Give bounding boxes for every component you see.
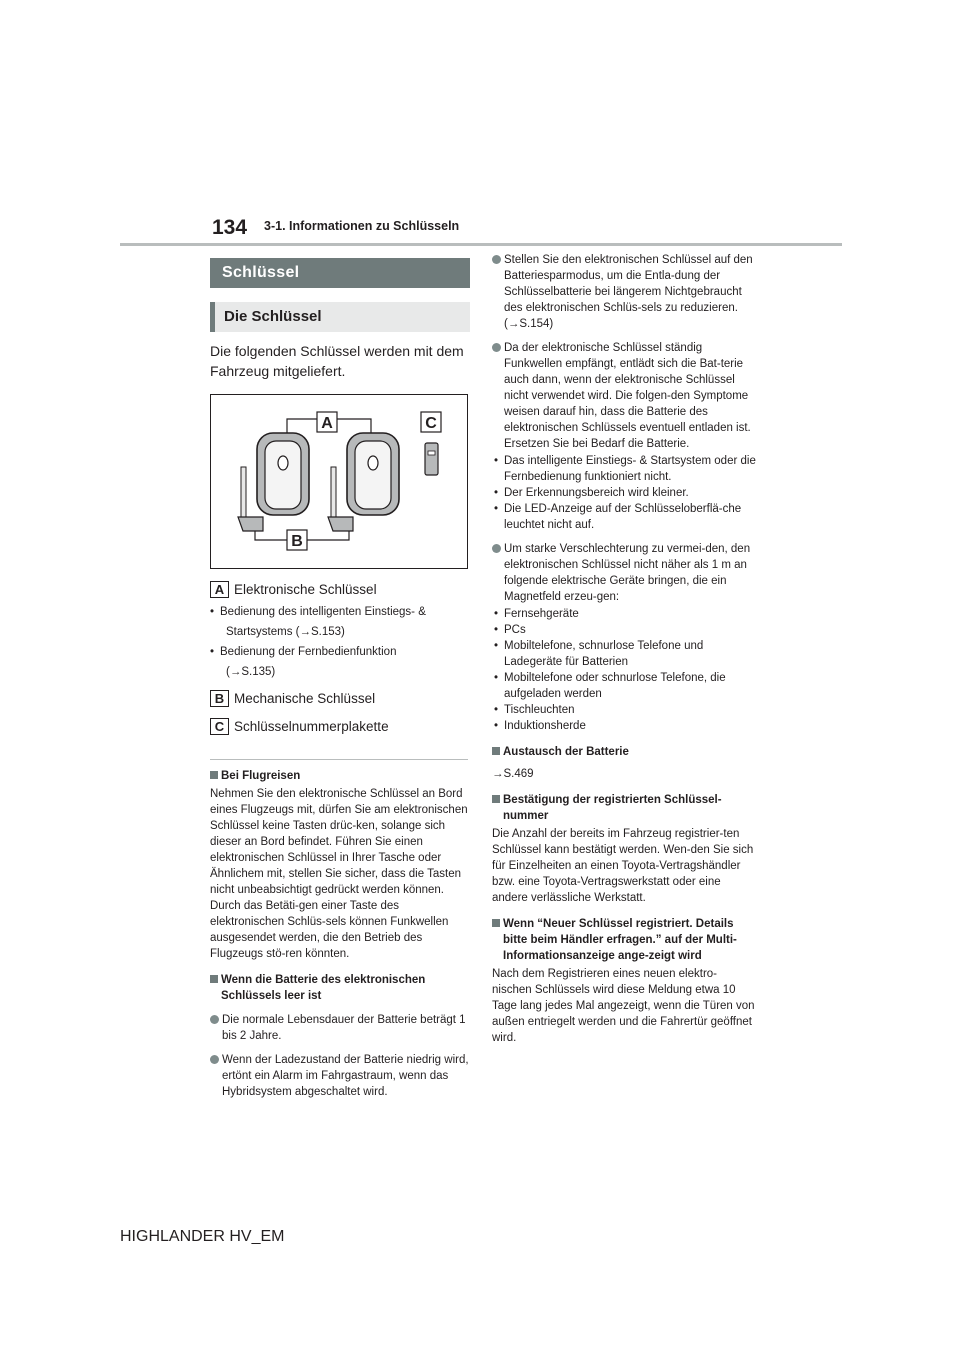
legend-label-b: Mechanische Schlüssel (234, 691, 376, 706)
legend-badge-b: B (210, 690, 229, 707)
label-a: A (321, 415, 333, 432)
label-c: C (425, 415, 437, 432)
subsection-title: Die Schlüssel (210, 302, 470, 332)
symptom-item: • Die LED-Anzeige auf der Schlüsseloberflä-che leuchtet nicht auf. (492, 501, 756, 533)
battery-save-note: Stellen Sie den elektronischen Schlüssel auf den Batteriesparmodus, um die Entla-dung der Schlüsselbatterie bei längerem Nichtgebraucht des elektronischen Schlüs-sels zu reduzieren. (→S.154) (492, 252, 756, 332)
symptom-item: • Das intelligente Einstiegs- & Startsystem oder die Fernbedienung funktioniert nicht. (492, 453, 756, 485)
legend (210, 581, 470, 735)
legend-label-a: Elektronische Schlüssel (234, 582, 377, 597)
header-rule (120, 243, 842, 246)
device-item: • Mobiltelefone oder schnurlose Telefone, die aufgeladen werden (492, 670, 756, 702)
legend-a-item: • Bedienung der Fernbedienfunktion (→S.135) (210, 642, 470, 682)
battery-discharge-note: Da der elektronische Schlüssel ständig Funkwellen empfängt, entlädt sich die Bat-terie auch dann, wenn der elektronische Schlüssel nicht verwendet wird. Die folgen-den Symptome weisen darauf hin, dass die Batterie des elektronischen Schlüssels eventuell entladen ist. Ersetzen Sie bei Bedarf die Batterie. (492, 340, 756, 452)
right-column (492, 252, 756, 1046)
note-heading-confirm: Bestätigung der registrierten Schlüssel-nummer (492, 792, 756, 824)
replace-ref: →S.469 (492, 768, 534, 780)
legend-row-a (210, 581, 470, 598)
section-header: 3-1. Informationen zu Schlüsseln (264, 219, 460, 233)
device-item: • Induktionsherde (492, 718, 756, 734)
legend-row-b (210, 690, 470, 707)
note-body-flight: Nehmen Sie den elektronische Schlüssel an Bord eines Flugzeugs mit, dürfen Sie am elektronischen Schlüssel keine Tasten drüc-ken, solange sich dieser an Bord befindet. Führen Sie einen elektronischen Schlüssel in Ihrer Tasche oder Ähnlichem mit, stellen Sie sicher, dass die Tasten nicht unbeabsichtigt gedrückt werden können. Durch das Betäti-gen einer Taste des elektronischen Schlüs-sels können Funkwellen ausgesendet werden, die den Betrieb des Flugzeugs stö-ren könnten. (210, 788, 468, 960)
legend-badge-a: A (210, 581, 229, 598)
note-body-new-key: Nach dem Registrieren eines neuen elektro-nischen Schlüssels wird diese Meldung etwa 10 Tage lang jedes Mal angezeigt, wenn die Türen von außen entriegelt werden und die Fahrertür geöffnet wird. (492, 968, 755, 1044)
footer-model: HIGHLANDER HV_EM (120, 1228, 285, 1245)
keys-figure (210, 394, 468, 569)
device-item: • Fernsehgeräte (492, 606, 756, 622)
device-item: • PCs (492, 622, 756, 638)
legend-row-c (210, 718, 470, 735)
key-number-plate (425, 443, 438, 475)
legend-a-items (210, 602, 470, 682)
legend-label-c: Schlüsselnummerplakette (234, 719, 389, 734)
note-heading-new-key: Wenn “Neuer Schlüssel registriert. Details bitte beim Händler erfragen.” auf der Multi-Informationsanzeige ange-zeigt wird (492, 916, 756, 964)
note-heading-flight: Bei Flugreisen (210, 768, 470, 784)
intro-text: Die folgenden Schlüssel werden mit dem Fahrzeug mitgeliefert. (210, 343, 464, 379)
section-title: Schlüssel (210, 258, 470, 288)
note-heading-replace: Austausch der Batterie (492, 744, 756, 760)
electronic-key-left (257, 433, 309, 515)
device-item: • Tischleuchten (492, 702, 756, 718)
legend-a-item: • Bedienung des intelligenten Einstiegs- & Startsystems (→S.153) (210, 602, 470, 642)
electronic-key-right (347, 433, 399, 515)
left-column (210, 258, 470, 1100)
symptom-list (492, 453, 756, 533)
label-b: B (291, 533, 303, 550)
notes-divider (210, 759, 468, 760)
note-body-confirm: Die Anzahl der bereits im Fahrzeug registrier-ten Schlüssel kann bestätigt werden. Wen-den Sie sich für Einzelheiten an einen Toyota-Vertragshändler bzw. eine Toyota-Vertragswerkstatt oder eine andere verlässliche Werkstatt. (492, 828, 754, 904)
page-number: 134 (212, 216, 248, 239)
battery-note: Wenn der Ladezustand der Batterie niedrig wird, ertönt ein Alarm im Fahrgastraum, wenn das Hybridsystem abgeschaltet wird. (210, 1052, 470, 1100)
device-list (492, 606, 756, 734)
magnetic-field-note: Um starke Verschlechterung zu vermei-den, den elektronischen Schlüssel nicht näher als 1 m an folgende elektrische Geräte bringen, die ein Magnetfeld erzeu-gen: (492, 541, 756, 605)
symptom-item: • Der Erkennungsbereich wird kleiner. (492, 485, 756, 501)
note-heading-battery-empty: Wenn die Batterie des elektronischen Schlüssels leer ist (210, 972, 470, 1004)
battery-note: Die normale Lebensdauer der Batterie beträgt 1 bis 2 Jahre. (210, 1012, 470, 1044)
keys-illustration (211, 395, 469, 570)
device-item: • Mobiltelefone, schnurlose Telefone und Ladegeräte für Batterien (492, 638, 756, 670)
legend-badge-c: C (210, 718, 229, 735)
